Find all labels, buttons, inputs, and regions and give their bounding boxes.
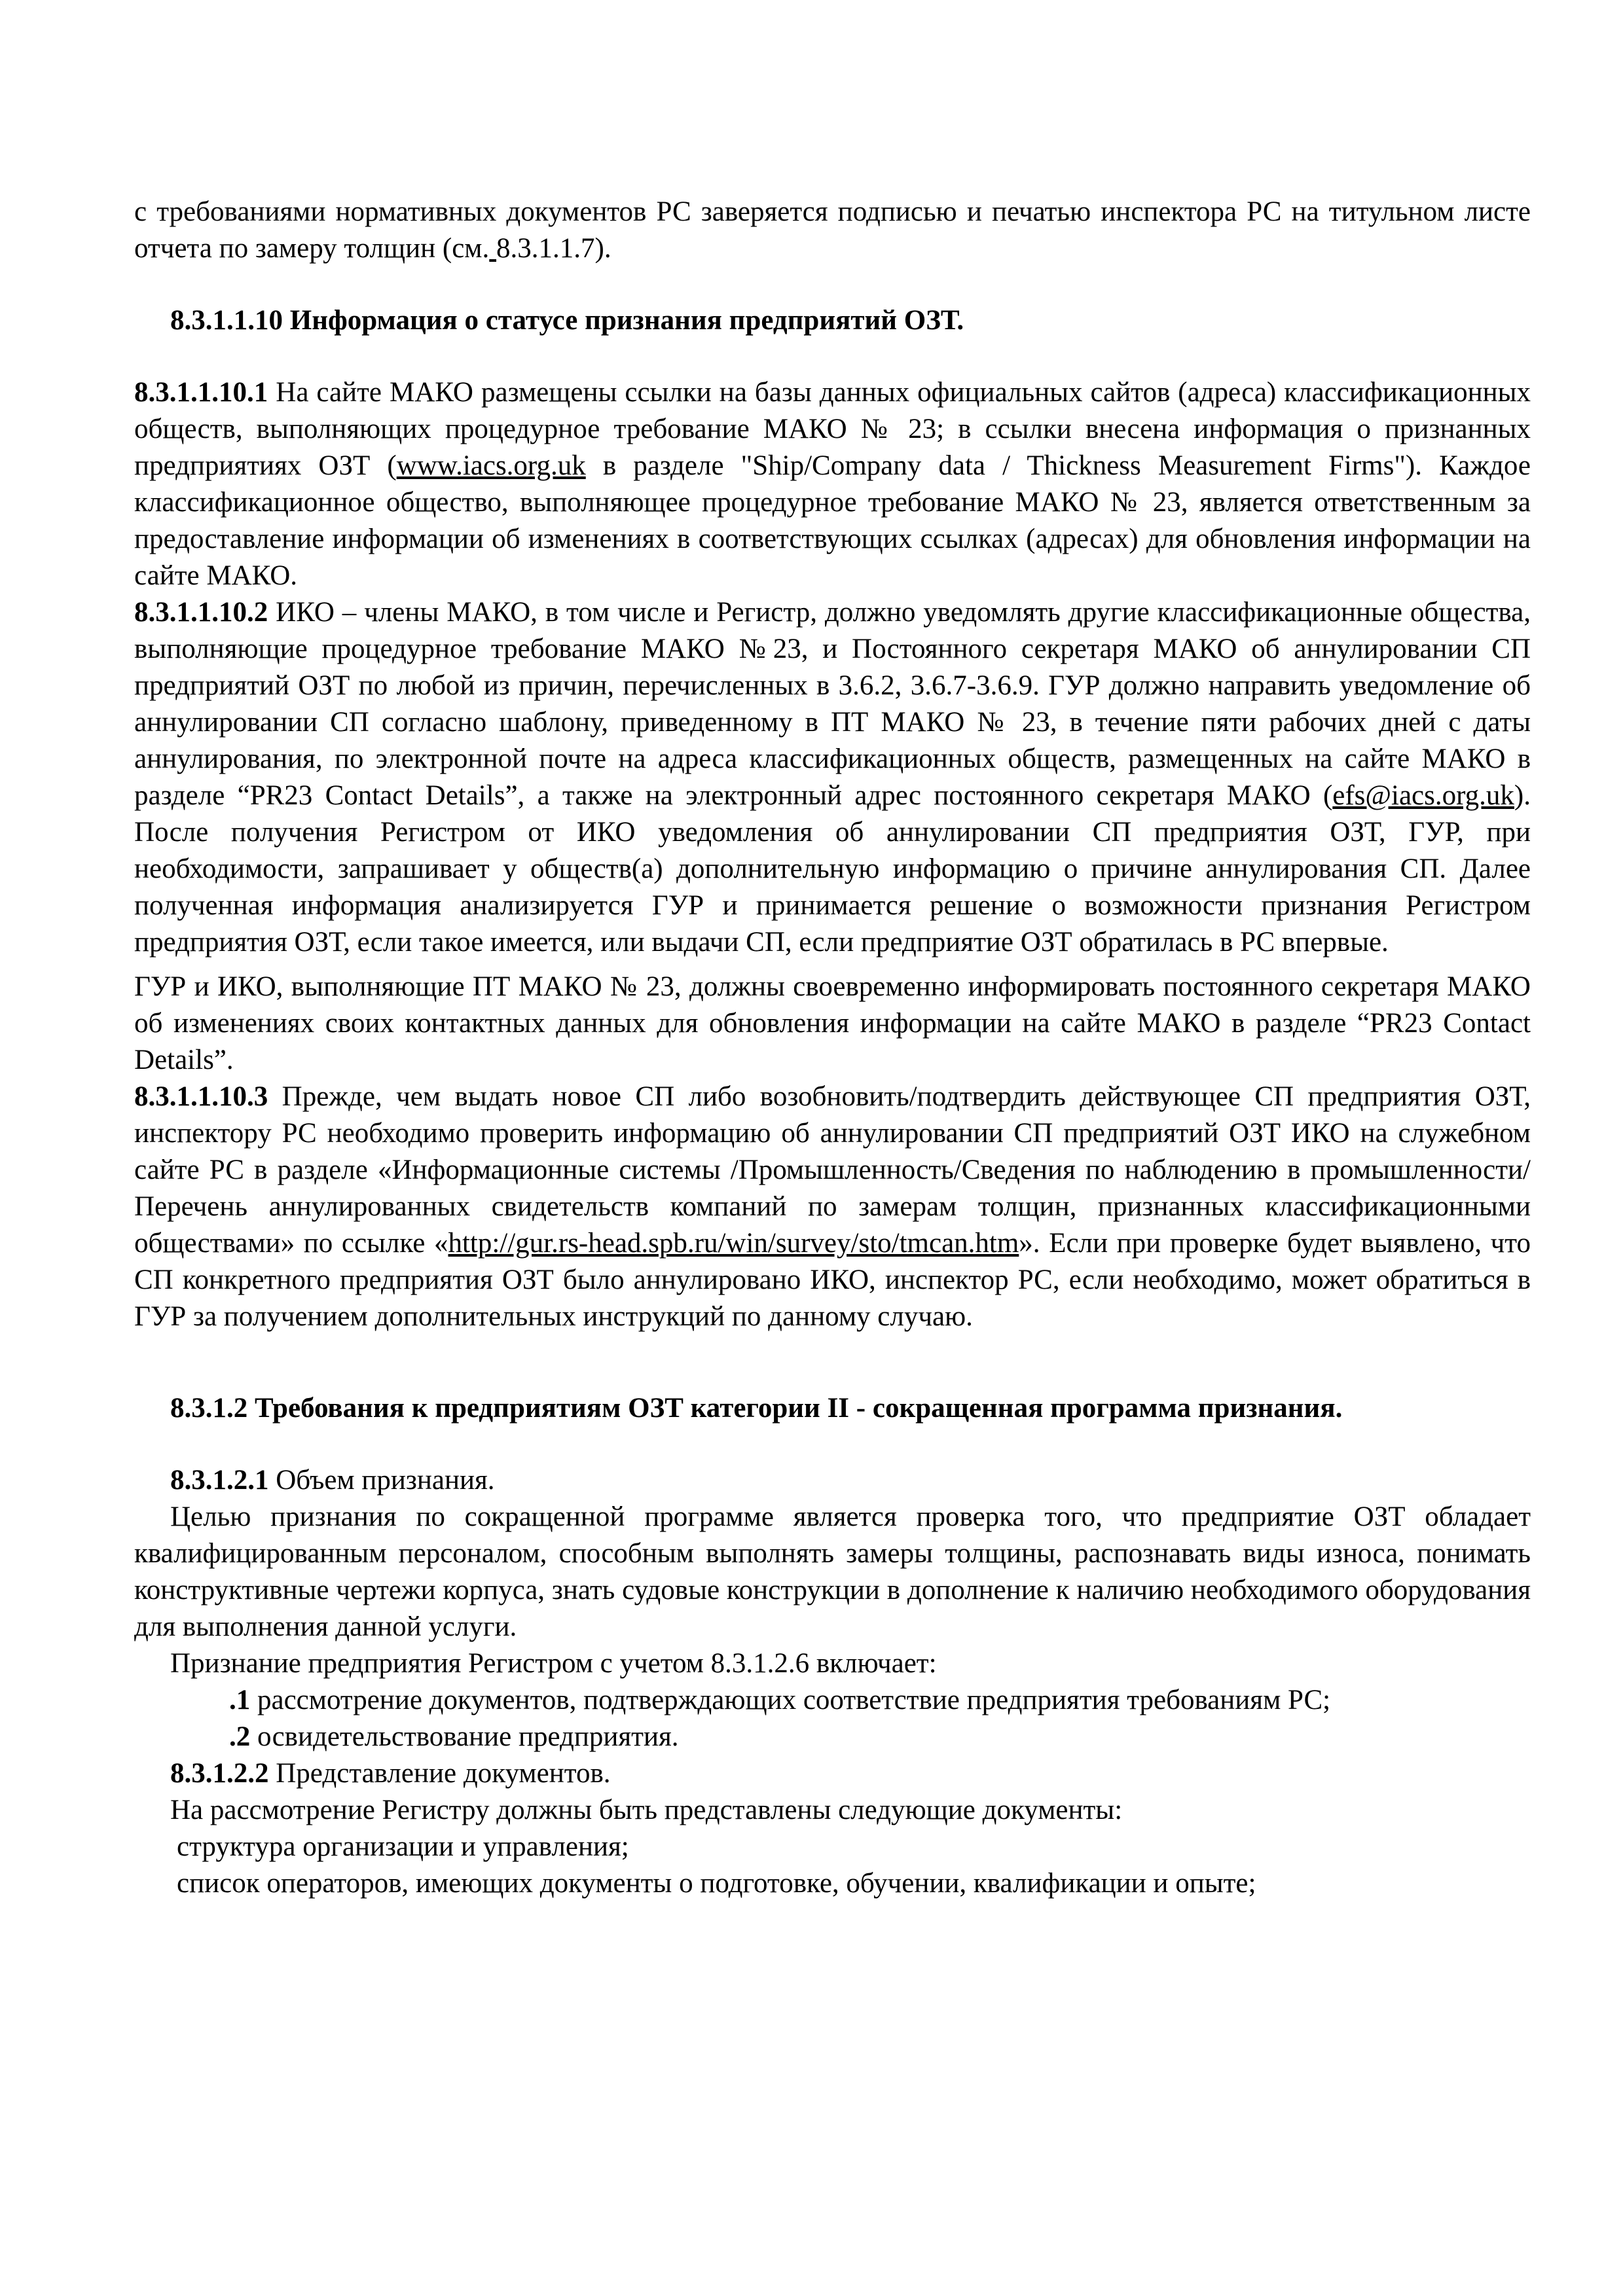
list-item: .1 рассмотрение документов, подтверждающих соответствие предприятия требованиям РС; xyxy=(229,1685,1331,1715)
list-item: .2 освидетельствование предприятия. xyxy=(229,1721,679,1752)
clause-number: 8.3.1.1.10.3 xyxy=(134,1081,268,1112)
list-item-number: .1 xyxy=(229,1685,251,1715)
document-list-item: структура организации и управления; xyxy=(177,1831,629,1862)
iacs-website-link[interactable]: www.iacs.org.uk xyxy=(396,450,586,481)
paragraph-8-3-1-1-10-2: 8.3.1.1.10.2 ИКО – члены МАКО, в том числе и Регистр, должно уведомлять другие классификационные общества, выполняющие процедурное требование МАКО №23, и Постоянного секретаря МАКО об аннулировании СП предприятий ОЗТ по любой из причин, перечисленных в 3.6.2, 3.6.7-3.6.9. ГУР должно направить уведомление об аннулировании СП согласно шаблону, приведенному в ПТ МАКО № 23, в течение пяти рабочих дней с даты аннулирования, по электронной почте на адреса классификационных обществ, размещенных на сайте МАКО в разделе “PR23 Contact Details”, а также на электронный адрес постоянного секретаря МАКО (efs@iacs.org.uk). После получения Регистром от ИКО уведомления об аннулировании СП предприятия ОЗТ, ГУР, при необходимости, запрашивает у обществ(а) дополнительную информацию о причине аннулирования СП. Далее полученная информация анализируется ГУР и принимается решение о возможности признания Регистром предприятия ОЗТ, если такое имеется, или выдачи СП, если предприятие ОЗТ обратилась в РС впервые. xyxy=(134,597,1531,958)
clause-number: 8.3.1.2.2 xyxy=(170,1758,269,1789)
subheading-8-3-1-2-1: 8.3.1.2.1 Объем признания. xyxy=(170,1465,495,1496)
clause-number: 8.3.1.1.10.2 xyxy=(134,597,268,628)
heading-8-3-1-1-10: 8.3.1.1.10 Информация о статусе признания предприятий ОЗТ. xyxy=(170,305,964,336)
paragraph-scope: Целью признания по сокращенной программе является проверка того, что предприятие ОЗТ обладает квалифицированным персоналом, способным выполнять замеры толщины, распознавать виды износа, понимать конструктивные чертежи корпуса, знать судовые конструкции в дополнение к наличию необходимого оборудования для выполнения данной услуги. xyxy=(134,1501,1531,1642)
clause-number: 8.3.1.1.10.1 xyxy=(134,377,268,408)
rs-service-site-link[interactable]: http://gur.rs-head.spb.ru/win/survey/sto/tmcan.htm xyxy=(448,1228,1019,1259)
paragraph-8-3-1-1-10-1: 8.3.1.1.10.1 На сайте МАКО размещены ссылки на базы данных официальных сайтов (адреса) классификационных обществ, выполняющих процедурное требование МАКО № 23; в ссылки внесена информация о признанных предприятиях ОЗТ (www.iacs.org.uk в разделе "Ship/Company data / Thickness Measurement Firms"). Каждое классификационное общество, выполняющее процедурное требование МАКО № 23, является ответственным за предоставление информации об изменениях в соответствующих ссылках (адресах) для обновления информации на сайте МАКО. xyxy=(134,377,1531,591)
reference-link-blank[interactable] xyxy=(489,233,496,264)
iacs-email-link[interactable]: efs@iacs.org.uk xyxy=(1332,780,1514,811)
page-content xyxy=(134,194,1531,1902)
paragraph-continuation: с требованиями нормативных документов РС заверяется подписью и печатью инспектора РС на титульном листе отчета по замеру толщин (см. 8.3.1.1.7). xyxy=(134,196,1531,264)
paragraph-8-3-1-1-10-3: 8.3.1.1.10.3 Прежде, чем выдать новое СП либо возобновить/подтвердить действующее СП предприятия ОЗТ, инспектору РС необходимо проверить информацию об аннулировании СП предприятий ОЗТ ИКО на служебном сайте РС в разделе «Информационные системы /Промышленность/Сведения по наблюдению в промышленности/Перечень аннулированных свидетельств компаний по замерам толщин, признанных классификационными обществами» по ссылке «http://gur.rs-head.spb.ru/win/survey/sto/tmcan.htm». Если при проверке будет выявлено, что СП конкретного предприятия ОЗТ было аннулировано ИКО, инспектор РС, если необходимо, может обратиться в ГУР за получением дополнительных инструкций по данному случаю. xyxy=(134,1081,1531,1332)
clause-number: 8.3.1.2.1 xyxy=(170,1465,269,1496)
heading-8-3-1-2: 8.3.1.2 Требования к предприятиям ОЗТ категории II - сокращенная программа признания. xyxy=(170,1393,1343,1424)
document-list-item: список операторов, имеющих документы о подготовке, обучении, квалификации и опыте; xyxy=(177,1868,1256,1899)
subheading-8-3-1-2-2: 8.3.1.2.2 Представление документов. xyxy=(170,1758,611,1789)
paragraph-documents-intro: На рассмотрение Регистру должны быть представлены следующие документы: xyxy=(170,1795,1123,1825)
list-item-number: .2 xyxy=(229,1721,251,1752)
paragraph-contact-update: ГУР и ИКО, выполняющие ПТ МАКО № 23, должны своевременно информировать постоянного секретаря МАКО об изменениях своих контактных данных для обновления информации на сайте МАКО в разделе “PR23 Contact Details”. xyxy=(134,971,1531,1075)
paragraph-recognition-includes: Признание предприятия Регистром с учетом 8.3.1.2.6 включает: xyxy=(170,1648,937,1679)
